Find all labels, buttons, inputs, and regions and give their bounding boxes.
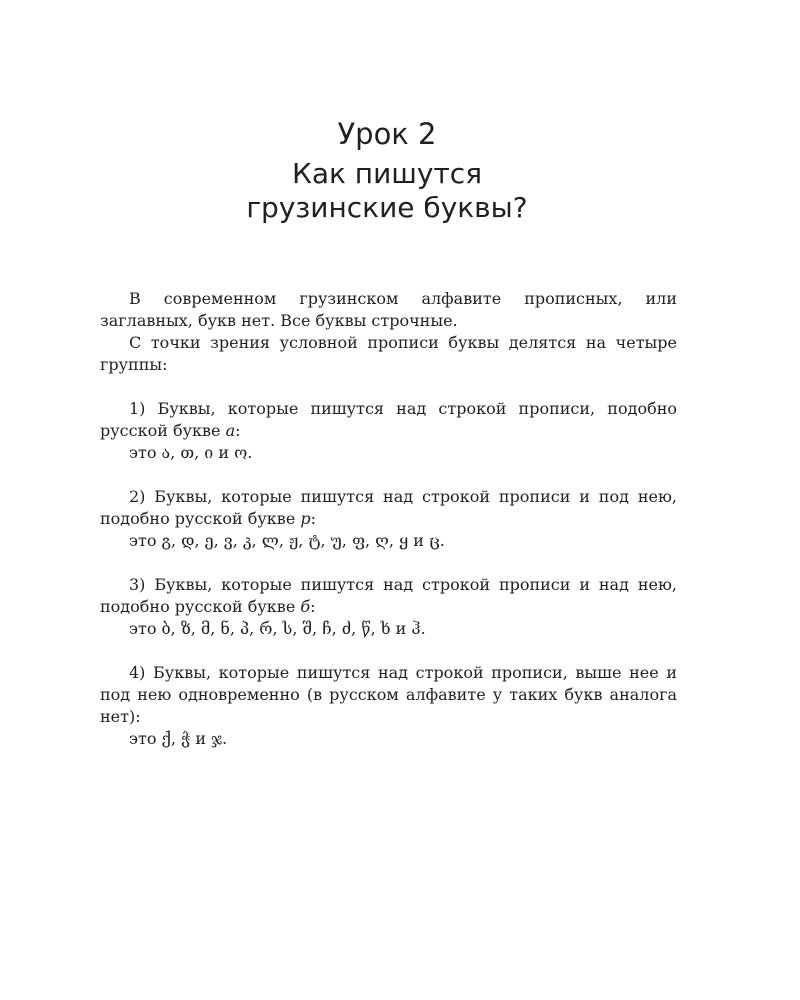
- spacer: [100, 552, 677, 574]
- group-1-example-letter: а: [225, 421, 236, 440]
- group-1-letters: это ა, თ, ი и ო.: [129, 443, 253, 462]
- group-3-description-text: 3) Буквы, которые пишутся над строкой прописи и над нею, подобно русской букве: [100, 575, 677, 616]
- spacer: [100, 376, 677, 398]
- group-2-example-letter: р: [300, 509, 311, 528]
- group-2-description-text: 2) Буквы, которые пишутся над строкой прописи и под нею, подобно русской букве: [100, 487, 677, 528]
- spacer: [100, 640, 677, 662]
- group-3-suffix: :: [310, 597, 316, 616]
- lesson-body: [100, 288, 677, 750]
- spacer: [100, 464, 677, 486]
- group-2-letters: это გ, დ, ე, ვ, კ, ლ, ჟ, ტ, უ, ფ, ღ, ყ и ც.: [129, 531, 445, 550]
- group-3-letters: это ბ, ზ, მ, ნ, პ, რ, ს, შ, ჩ, ძ, წ, ხ и ჰ.: [129, 619, 426, 638]
- group-2-suffix: :: [310, 509, 317, 528]
- lesson-subtitle-line-1: Как пишутся: [291, 157, 483, 190]
- group-2-description: [100, 486, 677, 530]
- lesson-subtitle: [0, 157, 774, 225]
- intro-paragraph-1: В современном грузинском алфавите прописных, или заглавных, букв нет. Все буквы строчные.: [100, 289, 677, 330]
- lesson-subtitle-line-2: грузинские буквы?: [246, 191, 528, 224]
- group-1-suffix: :: [235, 421, 241, 440]
- group-4-letters: это ქ, ჭ и ჯ.: [129, 729, 228, 748]
- group-4-description: 4) Буквы, которые пишутся над строкой прописи, выше нее и под нею одновременно (в русском алфавите у таких букв аналога нет):: [100, 663, 677, 726]
- group-3-example-letter: б: [300, 597, 311, 616]
- intro-paragraph-2: С точки зрения условной прописи буквы делятся на четыре группы:: [100, 333, 677, 374]
- group-3-description: [100, 574, 677, 618]
- group-1-description-text: 1) Буквы, которые пишутся над строкой прописи, подобно русской букве: [100, 399, 677, 440]
- lesson-title: Урок 2: [337, 117, 437, 151]
- group-1-description: [100, 398, 677, 442]
